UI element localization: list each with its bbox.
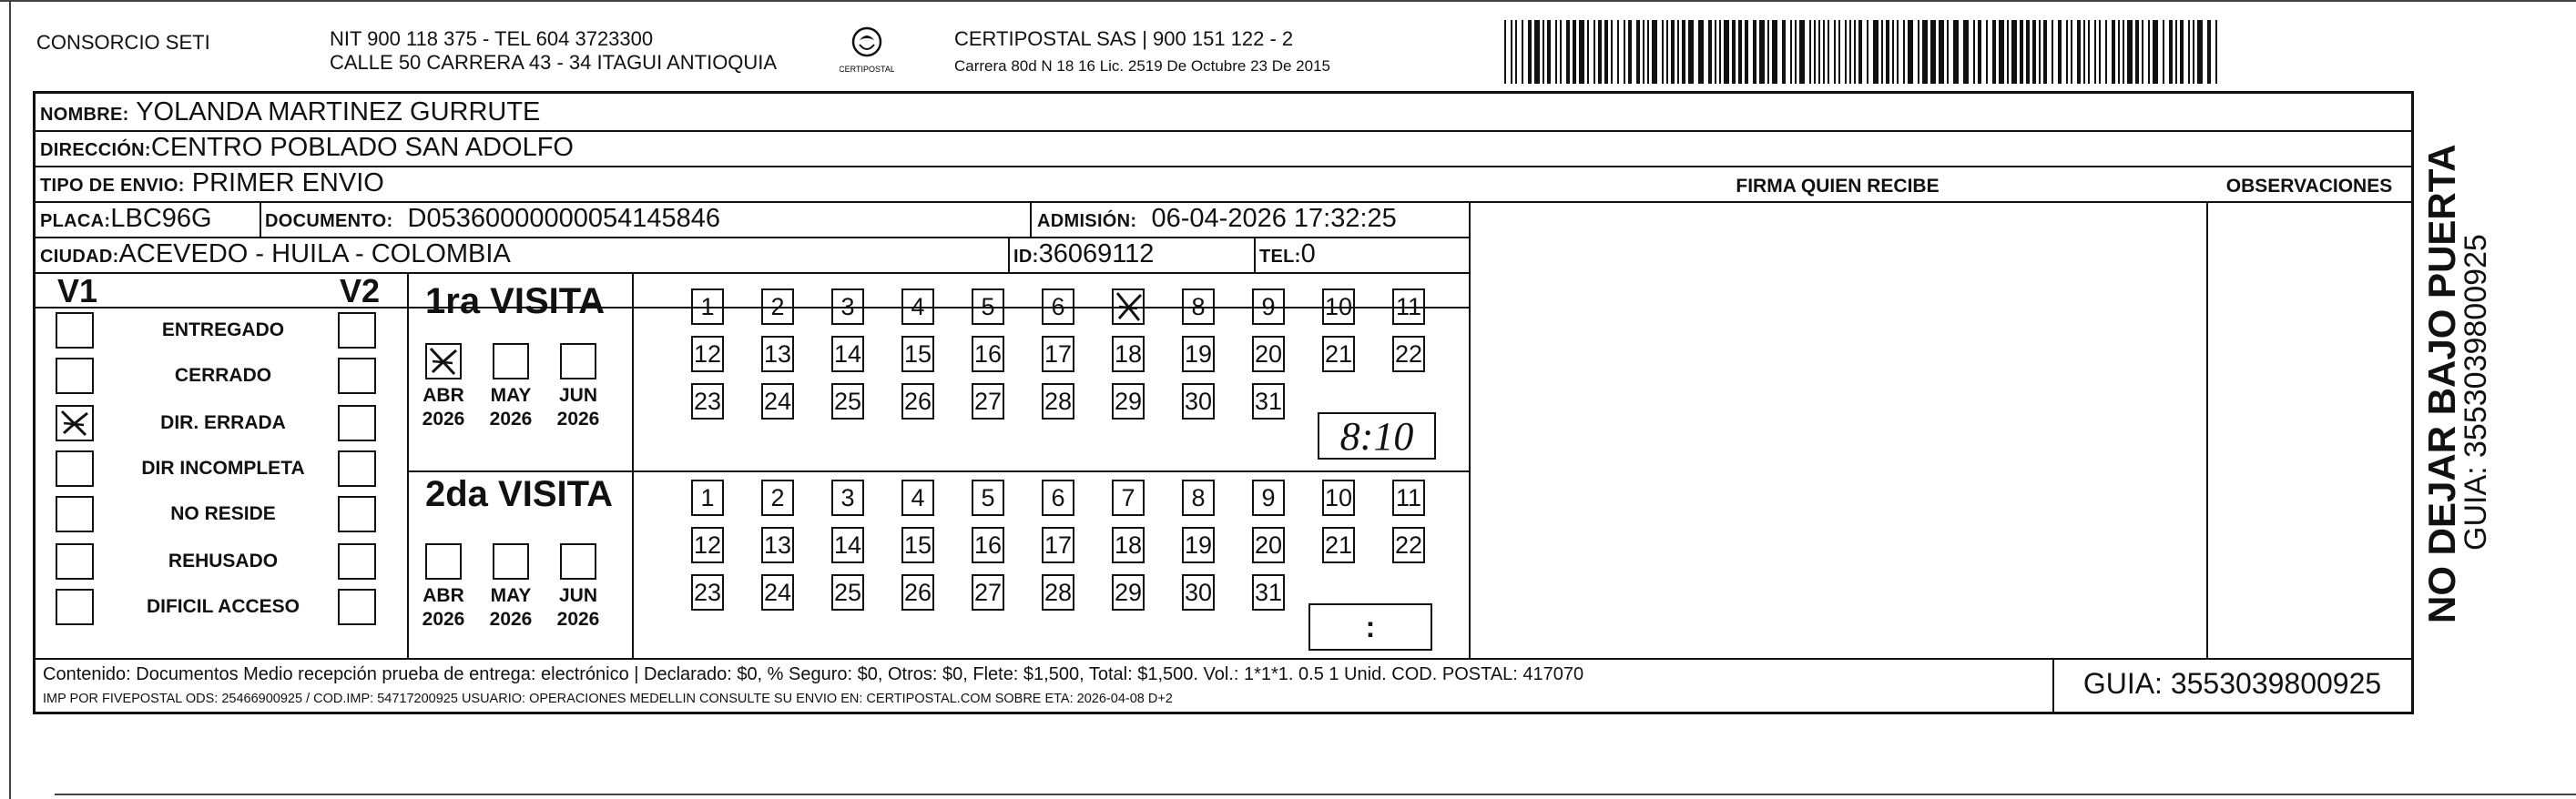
reason-label: DIFICIL ACCESO (146, 596, 300, 617)
reason-label: DIR INCOMPLETA (141, 458, 305, 479)
day-box[interactable]: 24 (761, 574, 794, 611)
barcode-bar (1708, 20, 1712, 84)
barcode-bar (1939, 20, 1944, 84)
barcode-bar (1897, 20, 1899, 84)
day-box[interactable]: 3 (831, 480, 864, 516)
v2-checkbox[interactable] (338, 543, 376, 580)
barcode-bar (1745, 20, 1748, 84)
barcode-bar (1636, 20, 1640, 84)
day-box[interactable]: 31 (1252, 574, 1285, 611)
barcode-bar (1543, 20, 1544, 84)
footer-guide: GUIA: 3553039800925 (2082, 667, 2382, 700)
barcode-bar (1724, 20, 1729, 84)
plate: LBC96G (110, 204, 212, 233)
city: ACEVEDO - HUILA - COLOMBIA (118, 239, 511, 268)
barcode-bar (2142, 20, 2143, 84)
day-box[interactable]: 13 (761, 336, 794, 372)
barcode-bar (1598, 20, 1602, 84)
address-line: CALLE 50 CARRERA 43 - 34 ITAGUI ANTIOQUIA (330, 51, 778, 74)
day-box[interactable]: 20 (1252, 336, 1285, 372)
v1-checkbox[interactable] (56, 543, 94, 580)
barcode-bar (1698, 20, 1704, 84)
barcode-bar (2083, 20, 2085, 84)
barcode-bar (2153, 20, 2158, 84)
shipment-type: PRIMER ENVIO (191, 168, 384, 197)
day-box[interactable]: 9 (1252, 288, 1285, 325)
barcode-bar (1715, 20, 1716, 84)
reason-label: NO RESIDE (170, 503, 276, 524)
barcode-bar (1823, 20, 1825, 84)
barcode-bar (1611, 20, 1613, 84)
day-box[interactable]: 30 (1182, 383, 1215, 420)
day-box[interactable]: 1 (691, 480, 724, 516)
barcode-bar (1828, 20, 1829, 84)
barcode-bar (1922, 20, 1928, 84)
day-box[interactable]: 10 (1322, 480, 1355, 516)
svg-text:CERTIPOSTAL: CERTIPOSTAL (840, 65, 894, 74)
barcode-bar (1617, 20, 1619, 84)
month-label: JUN (558, 585, 597, 606)
barcode-bar (1772, 20, 1777, 84)
visit2-title: 2da VISITA (425, 474, 613, 514)
v1-checkbox[interactable] (56, 312, 94, 349)
barcode-bar (1587, 20, 1589, 84)
barcode-bar (1767, 20, 1769, 84)
certipostal-line: CERTIPOSTAL SAS | 900 151 122 - 2 (954, 27, 1294, 50)
day-box[interactable]: 2 (761, 288, 794, 325)
barcode-bar (1647, 20, 1649, 84)
barcode-bar (1854, 20, 1856, 84)
v2-checkbox[interactable] (338, 450, 376, 487)
day-box[interactable]: 6 (1042, 480, 1074, 516)
certipostal-logo (840, 22, 894, 80)
barcode-bar (1547, 20, 1551, 84)
barcode-bar (1759, 20, 1765, 84)
handwritten-check-mark (1112, 288, 1146, 326)
day-box[interactable]: 16 (972, 527, 1004, 563)
v1-checkbox[interactable] (56, 405, 94, 441)
telephone: 0 (1300, 239, 1316, 268)
barcode-bar (1624, 20, 1625, 84)
day-box[interactable]: 29 (1112, 383, 1145, 420)
v2-checkbox[interactable] (338, 589, 376, 625)
barcode-bar (1677, 20, 1679, 84)
day-box[interactable]: 25 (831, 383, 864, 420)
barcode-bar (1688, 20, 1694, 84)
day-box[interactable]: 5 (972, 288, 1004, 325)
barcode-bar (1978, 20, 1981, 84)
barcode-bar (1555, 20, 1557, 84)
barcode-bar (1799, 20, 1805, 84)
barcode-bar (1566, 20, 1570, 84)
barcode-bar (1560, 20, 1562, 84)
v1-checkbox[interactable] (56, 358, 94, 394)
barcode-bar (2088, 20, 2090, 84)
barcode-bar (2148, 20, 2150, 84)
v1-checkbox[interactable] (56, 496, 94, 532)
barcode-bar (2193, 20, 2194, 84)
barcode-bar (1886, 20, 1889, 84)
day-box[interactable] (1112, 288, 1145, 325)
month-label: JUN (558, 385, 597, 406)
day-box[interactable]: 8 (1182, 480, 1215, 516)
month-label: ABR (423, 585, 464, 606)
barcode-bar (1809, 20, 1811, 84)
handwritten-check-mark (425, 343, 462, 379)
year-label: 2026 (422, 609, 465, 630)
month-checkbox[interactable] (560, 343, 596, 379)
barcode-bar (2118, 20, 2120, 84)
barcode-bar (1918, 20, 1919, 84)
barcode-bar (1908, 20, 1913, 84)
day-box[interactable]: 6 (1042, 288, 1074, 325)
footer-print-info: IMP POR FIVEPOSTAL ODS: 25466900925 / COD.IMP: 54717200925 USUARIO: OPERACIONES MEDELLIN CONSULTE SU ENVIO EN: CERTIPOSTAL.COM SOBRE ETA: 2026-04-08 D+2 (43, 692, 1173, 706)
v2-checkbox[interactable] (338, 312, 376, 349)
year-label: 2026 (489, 609, 533, 630)
barcode-bar (2112, 20, 2115, 84)
signature-header: FIRMA QUIEN RECIBE (1736, 176, 1940, 197)
day-box[interactable]: 22 (1392, 336, 1425, 372)
barcode-bar (2039, 20, 2041, 84)
month-checkbox[interactable] (425, 343, 462, 379)
barcode-bar (2077, 20, 2081, 84)
barcode-bar (1790, 20, 1792, 84)
barcode-bar (2066, 20, 2068, 84)
footer-contents: Contenido: Documentos Medio recepción prueba de entrega: electrónico | Declarado: $0, % Seguro: $0, Otros: $0, Flete: $1,500, Total: $1,500. Vol.: 1*1*1. 0.5 1 Unid. COD. POSTAL: 417070 (43, 664, 1584, 684)
barcode-bar (2215, 20, 2217, 84)
visit2-time[interactable]: : (1308, 603, 1432, 651)
delivery-form: NOMBRE: YOLANDA MARTINEZ GURRUTE DIRECCIÓN:CENTRO POBLADO SAN ADOLFO TIPO DE ENVIO: PRIMER ENVIO FIRMA QUIEN RECIBE OBSERVACIONES PLACA:LBC96G DOCUMENTO: D05360000000054145846 ADMISIÓN: 06-04-2026 17:32:25 CIUDAD:ACEVEDO - HUILA - COLOMBIA ID:36069112 TEL:0 V1 V2 ENTREGADO CERRADO DIR. ERRADA DIR INCOMPLETA NO RESIDE REHUSADO DIFICIL ACCESO 1ra VISITA 2da VISITA ABR 2026 MAY 2026 JUN 2026 ABR 2026 MAY 2026 JUN 2026 1 2 3 4 5 6 8 9 10 11 12 13 14 15 16 17 18 19 20 21 22 23 24 25 26 27 28 29 30 31 1 2 3 4 5 6 7 8 9 10 11 12 13 14 15 16 17 18 19 20 21 22 23 24 25 26 27 28 29 30 31 8:10 : Contenido: Documentos Medio recepción prueba de entrega: electrónico | Declarado: $0, % Seguro: $0, Otros: $0, Flete: $1,500, Total: $1,500. Vol.: 1*1*1. 0.5 1 Unid. COD. POSTAL: 417070 IMP POR FIVEPOSTAL ODS: 25466900925 / COD.IMP: 54717200925 USUARIO: OPERACIONES MEDELLIN CONSULTE SU ENVIO EN: CERTIPOSTAL.COM SOBRE ETA: 2026-04-08 D+2 GUIA: 3553039800925 (33, 91, 2414, 714)
barcode-bar (2007, 20, 2009, 84)
barcode-bar (1834, 20, 1836, 84)
day-box[interactable]: 26 (901, 383, 934, 420)
barcode-bar (2135, 20, 2139, 84)
barcode-bar (1892, 20, 1894, 84)
month-checkbox[interactable] (493, 543, 529, 580)
day-box[interactable]: 8 (1182, 288, 1215, 325)
v1-checkbox[interactable] (56, 589, 94, 625)
v1-header: V1 (57, 272, 98, 309)
barcode-bar (1814, 20, 1816, 84)
barcode-bar (1992, 20, 1996, 84)
barcode-bar (1511, 20, 1512, 84)
barcode-bar (1604, 20, 1608, 84)
day-box[interactable]: 22 (1392, 527, 1425, 563)
day-box[interactable]: 25 (831, 574, 864, 611)
day-box[interactable]: 2 (761, 480, 794, 516)
barcode-bar (2188, 20, 2190, 84)
barcode-bar (1999, 20, 2004, 84)
v2-checkbox[interactable] (338, 358, 376, 394)
barcode-bar (1682, 20, 1685, 84)
day-box[interactable]: 23 (691, 383, 724, 420)
day-box[interactable]: 23 (691, 574, 724, 611)
barcode-bar (1515, 20, 1517, 84)
barcode-bar (1838, 20, 1840, 84)
barcode-bar (1845, 20, 1847, 84)
day-box[interactable]: 31 (1252, 383, 1285, 420)
barcode-bar (2094, 20, 2096, 84)
barcode-bar (1593, 20, 1595, 84)
day-box[interactable]: 11 (1392, 288, 1425, 325)
day-box[interactable]: 27 (972, 383, 1004, 420)
day-box[interactable]: 18 (1112, 527, 1145, 563)
v2-header: V2 (340, 272, 381, 309)
barcode-bar (1858, 20, 1862, 84)
barcode-bar (1795, 20, 1797, 84)
handwritten-check-mark (56, 406, 93, 440)
barcode-bar (1963, 20, 1969, 84)
year-label: 2026 (489, 409, 533, 430)
day-box[interactable]: 19 (1182, 336, 1215, 372)
barcode-bar (2026, 20, 2030, 84)
barcode-bar (2032, 20, 2036, 84)
barcode-bar (2163, 20, 2164, 84)
barcode-bar (1881, 20, 1883, 84)
barcode-bar (1628, 20, 1632, 84)
barcode-bar (1662, 20, 1664, 84)
month-checkbox[interactable] (560, 543, 596, 580)
side-guide: GUIA: 3553039800925 (2459, 234, 2493, 551)
barcode-bar (1504, 20, 1506, 84)
day-box[interactable]: 17 (1042, 336, 1074, 372)
barcode-bar (2020, 20, 2023, 84)
visit1-time[interactable]: 8:10 (1318, 412, 1436, 460)
month-checkbox[interactable] (493, 343, 529, 379)
day-box[interactable]: 10 (1322, 288, 1355, 325)
day-box[interactable]: 15 (901, 336, 934, 372)
day-box[interactable]: 12 (691, 336, 724, 372)
day-box[interactable]: 21 (1322, 336, 1355, 372)
barcode-bar (2052, 20, 2053, 84)
day-box[interactable]: 13 (761, 527, 794, 563)
year-label: 2026 (422, 409, 465, 430)
barcode-bar (1873, 20, 1879, 84)
day-box[interactable]: 4 (901, 480, 934, 516)
barcode-bar (1666, 20, 1668, 84)
barcode-bar (1534, 20, 1540, 84)
month-label: ABR (423, 385, 464, 406)
barcode-bar (2043, 20, 2047, 84)
day-box[interactable]: 29 (1112, 574, 1145, 611)
barcode (1504, 20, 2224, 84)
day-box[interactable]: 16 (972, 336, 1004, 372)
barcode-bar (1849, 20, 1851, 84)
day-box[interactable]: 28 (1042, 383, 1074, 420)
visit1-title: 1ra VISITA (425, 281, 606, 321)
barcode-bar (1986, 20, 1988, 84)
company-name: CONSORCIO SETI (36, 31, 210, 54)
day-box[interactable]: 21 (1322, 527, 1355, 563)
day-box[interactable]: 1 (691, 288, 724, 325)
day-box[interactable]: 30 (1182, 574, 1215, 611)
day-box[interactable]: 11 (1392, 480, 1425, 516)
recipient-address: CENTRO POBLADO SAN ADOLFO (150, 133, 574, 162)
recipient-id: 36069112 (1038, 239, 1155, 268)
month-checkbox[interactable] (425, 543, 462, 580)
barcode-bar (1522, 20, 1523, 84)
barcode-bar (1528, 20, 1532, 84)
barcode-bar (2207, 20, 2211, 84)
barcode-bar (1930, 20, 1936, 84)
barcode-bar (1573, 20, 1576, 84)
reason-label: DIR. ERRADA (160, 412, 286, 433)
barcode-bar (1903, 20, 1905, 84)
barcode-bar (1867, 20, 1868, 84)
day-box[interactable]: 14 (831, 336, 864, 372)
day-box[interactable]: 20 (1252, 527, 1285, 563)
day-box[interactable]: 9 (1252, 480, 1285, 516)
barcode-bar (2175, 20, 2177, 84)
month-label: MAY (490, 585, 532, 606)
barcode-bar (1973, 20, 1975, 84)
day-box[interactable]: 4 (901, 288, 934, 325)
year-label: 2026 (556, 409, 600, 430)
barcode-bar (2127, 20, 2133, 84)
reason-label: ENTREGADO (161, 319, 285, 340)
day-box[interactable]: 17 (1042, 527, 1074, 563)
barcode-bar (1671, 20, 1675, 84)
day-box[interactable]: 18 (1112, 336, 1145, 372)
month-label: MAY (490, 385, 532, 406)
barcode-bar (1953, 20, 1959, 84)
barcode-bar (2011, 20, 2017, 84)
barcode-bar (1579, 20, 1584, 84)
day-box[interactable]: 15 (901, 527, 934, 563)
day-box[interactable]: 26 (901, 574, 934, 611)
barcode-bar (1782, 20, 1786, 84)
barcode-bar (1947, 20, 1949, 84)
day-box[interactable]: 7 (1112, 480, 1145, 516)
barcode-bar (1732, 20, 1736, 84)
barcode-bar (1738, 20, 1742, 84)
day-box[interactable]: 3 (831, 288, 864, 325)
day-box[interactable]: 28 (1042, 574, 1074, 611)
barcode-bar (1818, 20, 1820, 84)
day-box[interactable]: 24 (761, 383, 794, 420)
day-box[interactable]: 12 (691, 527, 724, 563)
day-box[interactable]: 14 (831, 527, 864, 563)
v1-checkbox[interactable] (56, 450, 94, 487)
admission-date: 06-04-2026 17:32:25 (1151, 204, 1397, 233)
v2-checkbox[interactable] (338, 496, 376, 532)
barcode-bar (1719, 20, 1721, 84)
day-box[interactable]: 19 (1182, 527, 1215, 563)
v2-checkbox[interactable] (338, 405, 376, 441)
barcode-bar (2071, 20, 2072, 84)
reason-label: CERRADO (174, 365, 272, 386)
barcode-bar (2180, 20, 2184, 84)
no-under-door-warning: NO DEJAR BAJO PUERTA (2420, 144, 2463, 623)
year-label: 2026 (556, 609, 600, 630)
barcode-bar (2197, 20, 2203, 84)
reason-label: REHUSADO (168, 551, 279, 571)
recipient-name: YOLANDA MARTINEZ GURRUTE (136, 97, 541, 126)
observations-header: OBSERVACIONES (2225, 176, 2393, 197)
license-line: Carrera 80d N 18 16 Lic. 2519 De Octubre 23 De 2015 (954, 57, 1330, 75)
barcode-bar (2099, 20, 2101, 84)
nit-line: NIT 900 118 375 - TEL 604 3723300 (330, 27, 654, 50)
barcode-bar (1643, 20, 1644, 84)
day-box[interactable]: 5 (972, 480, 1004, 516)
barcode-bar (2123, 20, 2124, 84)
barcode-bar (2169, 20, 2173, 84)
barcode-bar (2058, 20, 2062, 84)
barcode-bar (2105, 20, 2107, 84)
document-number: D05360000000054145846 (407, 204, 721, 233)
barcode-bar (1652, 20, 1657, 84)
day-box[interactable]: 27 (972, 574, 1004, 611)
barcode-bar (1753, 20, 1756, 84)
